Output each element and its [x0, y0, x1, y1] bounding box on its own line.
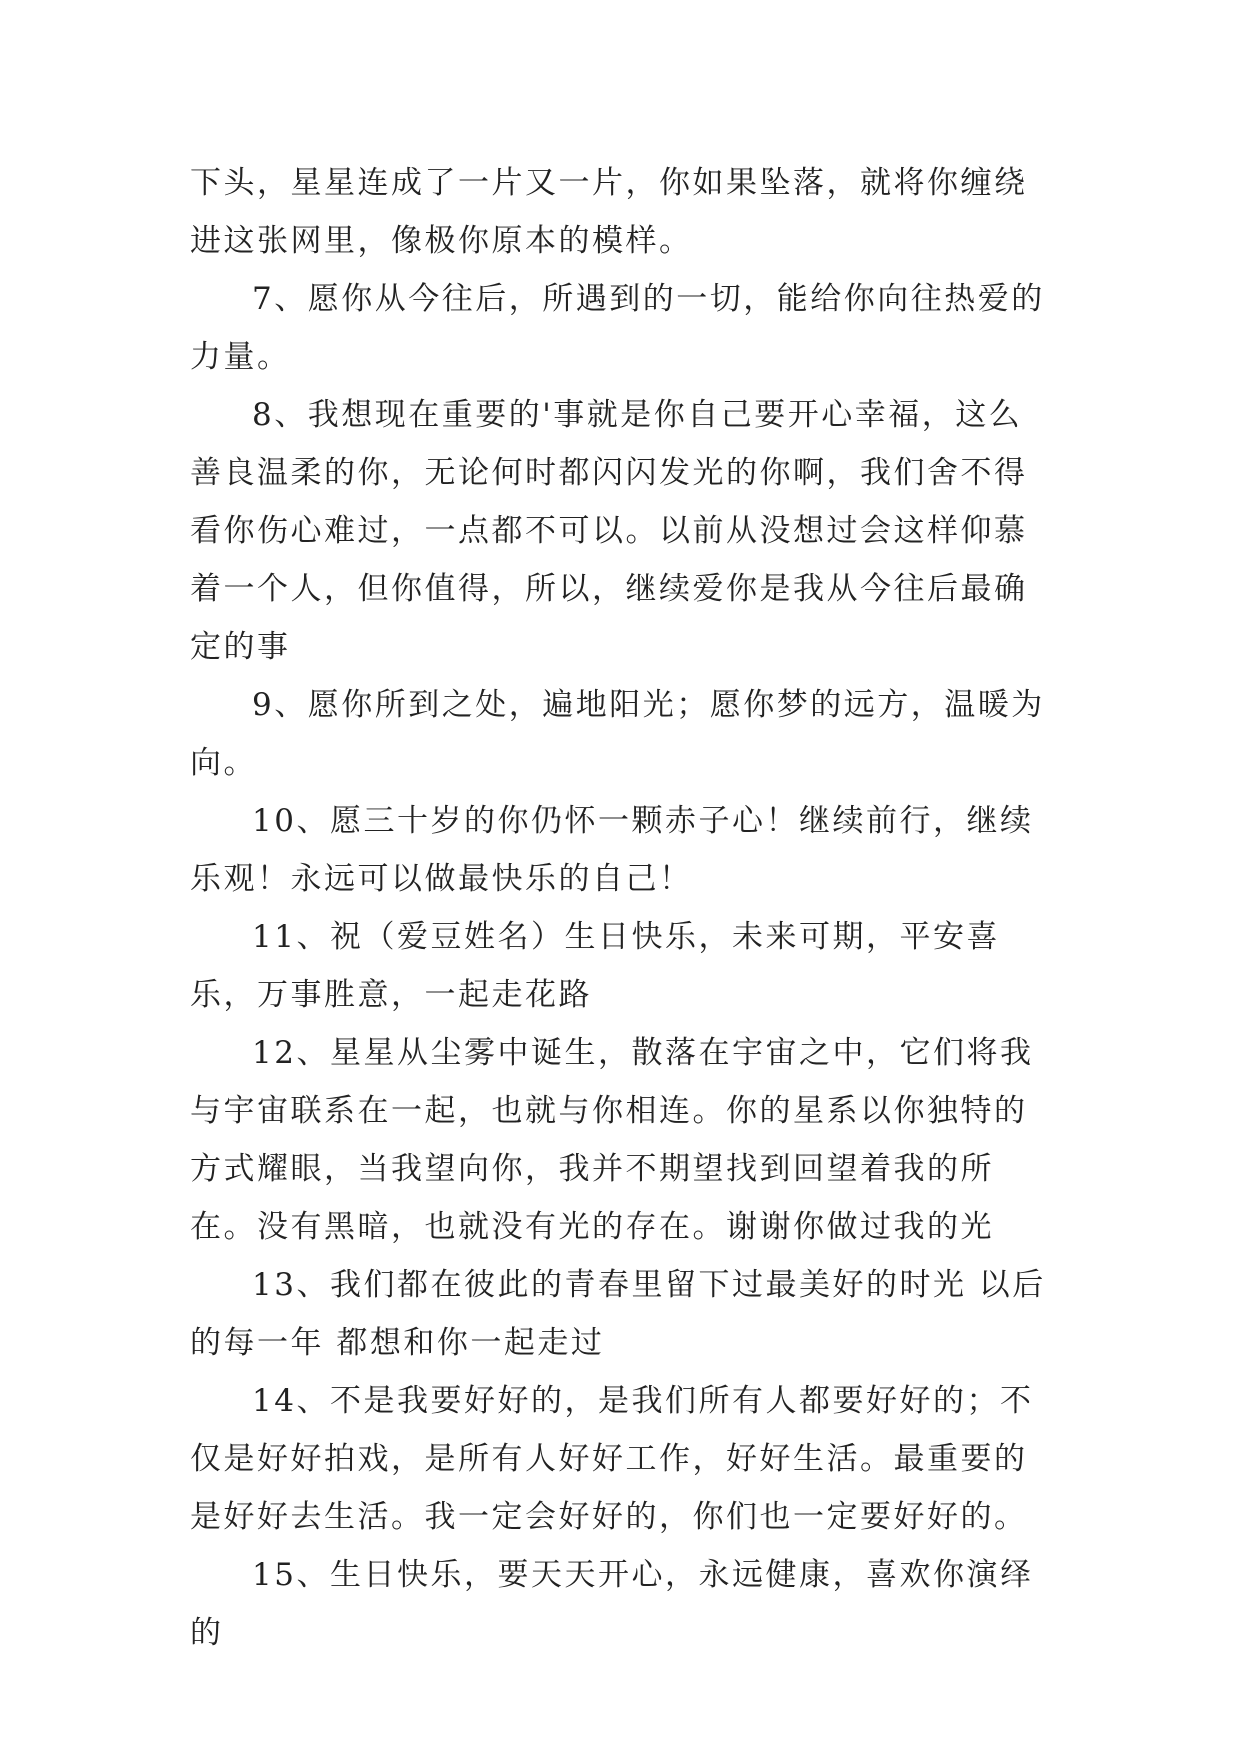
paragraph-continuation: 下头，星星连成了一片又一片，你如果坠落，就将你缠绕进这张网里，像极你原本的模样。 — [190, 165, 1028, 259]
paragraph-item-14: 14、不是我要好好的，是我们所有人都要好好的；不仅是好好拍戏，是所有人好好工作，好好生活。最重要的是好好去生活。我一定会好好的，你们也一定要好好的。 — [190, 1383, 1034, 1535]
paragraph-item-7: 7、愿你从今往后，所遇到的一切，能给你向往热爱的力量。 — [190, 281, 1045, 375]
paragraph-item-13: 13、我们都在彼此的青春里留下过最美好的时光 以后的每一年 都想和你一起走过 — [190, 1267, 1046, 1361]
paragraph-item-15: 15、生日快乐，要天天开心，永远健康，喜欢你演绎的 — [190, 1557, 1034, 1651]
document-body — [190, 154, 1050, 1662]
paragraph-item-9: 9、愿你所到之处，遍地阳光；愿你梦的远方，温暖为向。 — [190, 687, 1045, 781]
paragraph-item-10: 10、愿三十岁的你仍怀一颗赤子心！继续前行，继续乐观！永远可以做最快乐的自己！ — [190, 803, 1034, 897]
paragraph-item-12: 12、星星从尘雾中诞生，散落在宇宙之中，它们将我与宇宙联系在一起，也就与你相连。你的星系以你独特的方式耀眼，当我望向你，我并不期望找到回望着我的所在。没有黑暗，也就没有光的存在。谢谢你做过我的光 — [190, 1035, 1034, 1245]
paragraph-item-11: 11、祝（爱豆姓名）生日快乐，未来可期，平安喜乐，万事胜意，一起走花路 — [190, 919, 1000, 1013]
paragraph-item-8: 8、我想现在重要的'事就是你自己要开心幸福，这么善良温柔的你，无论何时都闪闪发光的你啊，我们舍不得看你伤心难过，一点都不可以。以前从没想过会这样仰慕着一个人，但你值得，所以，继续爱你是我从今往后最确定的事 — [190, 397, 1028, 665]
